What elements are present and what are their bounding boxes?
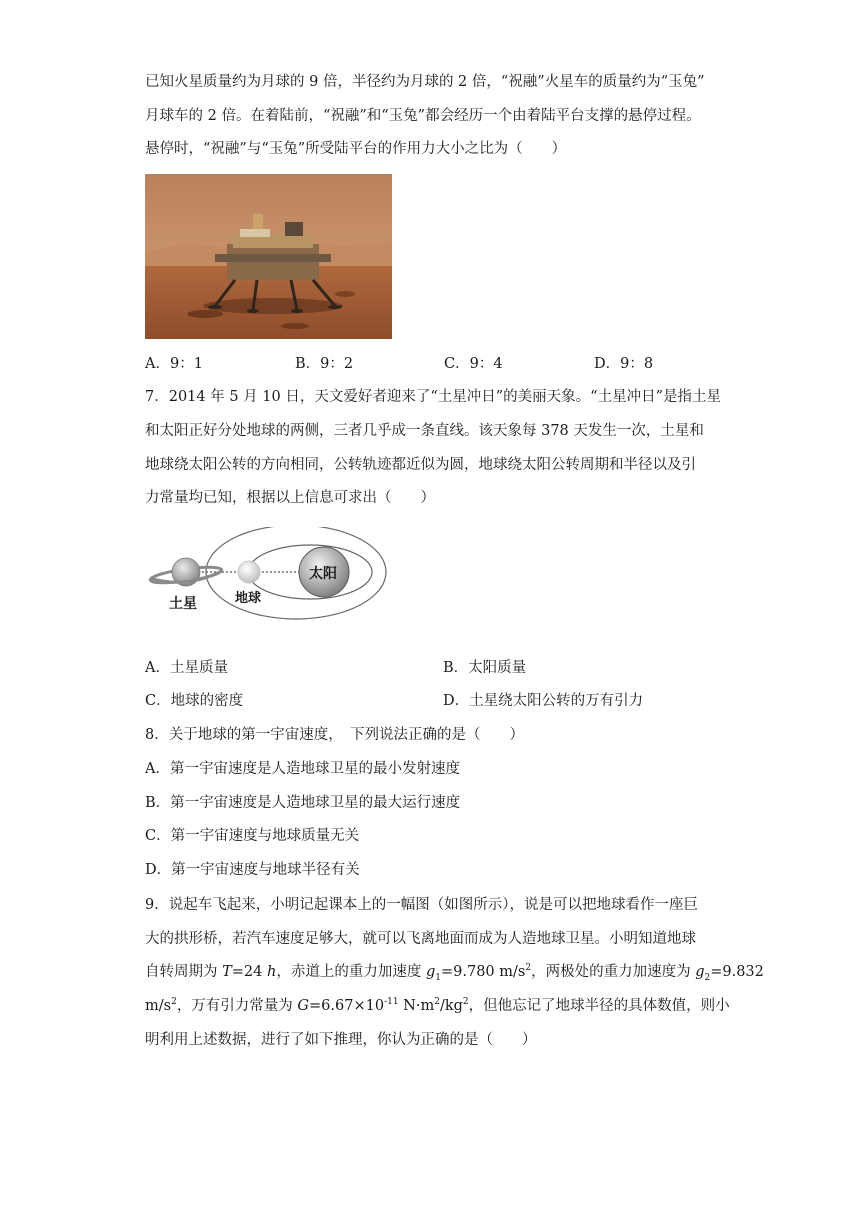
q8-option-a: A．第一宇宙速度是人造地球卫星的最小发射速度 (145, 761, 460, 777)
q6-stem-line2: 月球车的 2 倍。在着陆前，“祝融”和“玉兔”都会经历一个由着陆平台支撑的悬停过程。 (145, 108, 701, 124)
q7-stem-line1: 7．2014 年 5 月 10 日，天文爱好者迎来了“土星冲日”的美丽天象。“土星冲日”是指土星 (145, 389, 721, 405)
q6-option-b: B．9：2 (295, 356, 354, 372)
q8-option-b: B．第一宇宙速度是人造地球卫星的最大运行速度 (145, 795, 461, 811)
q9-stem-line2: 大的拱形桥，若汽车速度足够大，就可以飞离地面而成为人造地球卫星。小明知道地球 (145, 931, 696, 947)
q9-stem-line1: 9．说起车飞起来，小明记起课本上的一幅图（如图所示），说是可以把地球看作一座巨 (145, 897, 698, 913)
orbit-diagram (146, 527, 391, 627)
q9-stem-line5: 明利用上述数据，进行了如下推理，你认为正确的是（ ） (145, 1032, 537, 1048)
q7-stem-line3: 地球绕太阳公转的方向相同，公转轨迹都近似为圆，地球绕太阳公转周期和半径以及引 (145, 457, 696, 473)
saturn-label: 土星 (169, 596, 197, 612)
q7-option-a: A．土星质量 (145, 660, 228, 676)
q9-stem-line4: $m/s^2$，万有引力常量为 $G=6.67\times 10^{-11}$ $N\cdot m^2/kg^2$，但他忘记了地球半径的具体数值，则小 (145, 997, 730, 1014)
q7-option-c: C．地球的密度 (145, 693, 244, 709)
q8-option-c: C．第一宇宙速度与地球质量无关 (145, 828, 360, 844)
q8-stem: 8．关于地球的第一宇宙速度， 下列说法正确的是（ ） (145, 727, 524, 743)
q6-option-d: D．9：8 (594, 356, 654, 372)
q7-stem-line2: 和太阳正好分处地球的两侧，三者几乎成一条直线。该天象每 378 天发生一次，土星和 (145, 423, 704, 439)
mars-lander-photo (145, 174, 392, 339)
q6-option-c: C．9：4 (444, 356, 503, 372)
q7-stem-line4: 力常量均已知，根据以上信息可求出（ ） (145, 490, 435, 506)
q6-option-a: A．9：1 (145, 356, 203, 372)
earth-label: 地球 (235, 591, 262, 606)
q6-stem-line1: 已知火星质量约为月球的 9 倍，半径约为月球的 2 倍，“祝融”火星车的质量约为“玉兔” (145, 74, 705, 90)
q9-stem-line3: 自转周期为 T=24 h，赤道上的重力加速度 $g_1=9.780$ $m/s^2$，两极处的重力加速度为 $g_2=9.832$ (145, 963, 764, 983)
q8-option-d: D．第一宇宙速度与地球半径有关 (145, 862, 360, 878)
q6-stem-line3: 悬停时，“祝融”与“玉兔”所受陆平台的作用力大小之比为（ ） (145, 141, 567, 157)
q7-option-b: B．太阳质量 (443, 660, 527, 676)
q7-option-d: D．土星绕太阳公转的万有引力 (443, 693, 644, 709)
sun-label: 太阳 (309, 566, 337, 582)
